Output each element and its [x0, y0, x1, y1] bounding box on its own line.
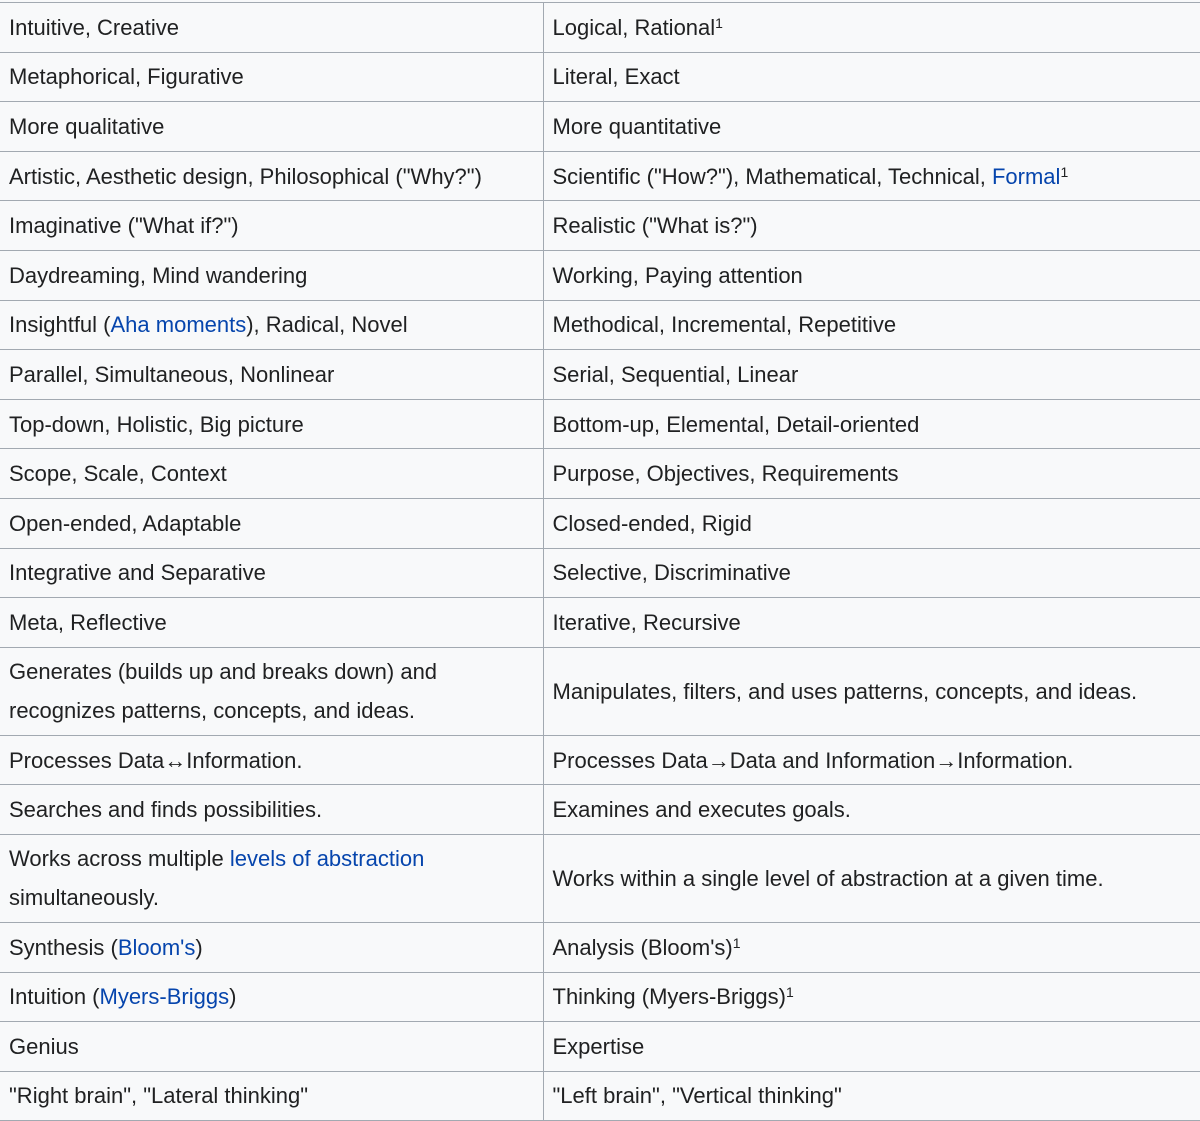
table-row [0, 151, 1200, 201]
cell-text: Iterative, Recursive [552, 609, 741, 635]
table-row [0, 102, 1200, 152]
table-cell-right [543, 201, 1200, 251]
table-cell-right [543, 972, 1200, 1022]
table-cell-left [0, 598, 543, 648]
table-cell-right [543, 3, 1200, 53]
table-cell-right [543, 785, 1200, 835]
cell-text: Scientific ("How?"), Mathematical, Technical, [552, 163, 992, 189]
table-cell-left [0, 3, 543, 53]
cell-text: Intuition ( [9, 984, 100, 1010]
table-cell-right [543, 598, 1200, 648]
table-cell-left [0, 1071, 543, 1121]
table-row [0, 449, 1200, 499]
cell-text: Works within a single level of abstraction at a given time. [552, 865, 1104, 891]
table-cell-right [543, 250, 1200, 300]
table-row [0, 1022, 1200, 1072]
table-cell-left [0, 449, 543, 499]
table-cell-left [0, 102, 543, 152]
table-cell-left [0, 548, 543, 598]
cell-text: Processes Data→Data and Information→Information. [552, 747, 1074, 773]
cell-text: Generates (builds up and breaks down) and recognizes patterns, concepts, and ideas. [9, 659, 438, 724]
table-row [0, 972, 1200, 1022]
table-row [0, 834, 1200, 922]
table-row [0, 3, 1200, 53]
cell-text: Closed-ended, Rigid [552, 510, 752, 536]
table-cell-left [0, 151, 543, 201]
table-cell-left [0, 735, 543, 785]
table-row [0, 548, 1200, 598]
table-cell-right [543, 498, 1200, 548]
cell-text: Genius [9, 1033, 79, 1059]
cell-text: Expertise [552, 1033, 645, 1059]
footnote-marker: 1 [786, 984, 794, 1001]
cell-text: More qualitative [9, 113, 165, 139]
table-row [0, 1071, 1200, 1121]
table-cell-left [0, 52, 543, 102]
table-cell-right [543, 834, 1200, 922]
comparison-table-body [0, 3, 1200, 1121]
table-row [0, 250, 1200, 300]
footnote-marker: 1 [1060, 163, 1069, 180]
wiki-link[interactable]: Aha moments [110, 312, 247, 338]
wiki-link[interactable]: levels of abstraction [229, 846, 425, 872]
table-row [0, 300, 1200, 350]
table-row [0, 399, 1200, 449]
table-cell-left [0, 834, 543, 922]
cell-text: ) [195, 934, 203, 960]
cell-text: Parallel, Simultaneous, Nonlinear [9, 361, 335, 387]
cell-text: Serial, Sequential, Linear [552, 361, 799, 387]
table-cell-left [0, 250, 543, 300]
cell-text: More quantitative [552, 113, 722, 139]
table-cell-right [543, 1071, 1200, 1121]
cell-text: Logical, Rational [552, 14, 716, 40]
cell-text: Scope, Scale, Context [9, 461, 227, 487]
cell-text: Realistic ("What is?") [552, 213, 758, 239]
table-cell-right [543, 52, 1200, 102]
table-cell-left [0, 350, 543, 400]
table-cell-right [543, 151, 1200, 201]
table-row [0, 498, 1200, 548]
table-cell-right [543, 548, 1200, 598]
table-row [0, 52, 1200, 102]
table-row [0, 735, 1200, 785]
table-row [0, 647, 1200, 735]
cell-text: simultaneously. [9, 885, 159, 911]
table-cell-right [543, 102, 1200, 152]
cell-text: Daydreaming, Mind wandering [9, 262, 308, 288]
cell-text: Top-down, Holistic, Big picture [9, 411, 304, 437]
table-row [0, 922, 1200, 972]
cell-text: Bottom-up, Elemental, Detail-oriented [552, 411, 920, 437]
cell-text: Integrative and Separative [9, 560, 266, 586]
table-cell-right [543, 449, 1200, 499]
wiki-link[interactable]: Bloom's [117, 934, 196, 960]
cell-text: Intuitive, Creative [9, 14, 179, 40]
cell-text: Working, Paying attention [552, 262, 803, 288]
cell-text: Methodical, Incremental, Repetitive [552, 312, 897, 338]
cell-text: Manipulates, filters, and uses patterns, concepts, and ideas. [552, 678, 1138, 704]
comparison-table [0, 2, 1200, 1121]
cell-text: Works across multiple [9, 846, 230, 872]
table-cell-left [0, 399, 543, 449]
cell-text: Synthesis ( [9, 934, 118, 960]
cell-text: Analysis (Bloom's) [552, 934, 733, 960]
cell-text: Open-ended, Adaptable [9, 510, 242, 536]
cell-text: Examines and executes goals. [552, 797, 851, 823]
cell-text: Searches and finds possibilities. [9, 797, 323, 823]
table-row [0, 201, 1200, 251]
table-cell-right [543, 735, 1200, 785]
table-cell-left [0, 922, 543, 972]
footnote-marker: 1 [732, 934, 741, 951]
table-cell-left [0, 1022, 543, 1072]
table-row [0, 350, 1200, 400]
footnote-marker: 1 [715, 14, 723, 31]
wiki-link[interactable]: Formal [991, 163, 1061, 189]
table-cell-left [0, 972, 543, 1022]
cell-text: Thinking (Myers-Briggs) [552, 984, 786, 1010]
cell-text: Imaginative ("What if?") [9, 213, 239, 239]
table-row [0, 785, 1200, 835]
table-cell-right [543, 647, 1200, 735]
cell-text: ) [229, 984, 237, 1010]
table-cell-left [0, 647, 543, 735]
cell-text: "Left brain", "Vertical thinking" [552, 1083, 842, 1109]
table-cell-left [0, 300, 543, 350]
cell-text: Literal, Exact [552, 64, 680, 90]
cell-text: Insightful ( [9, 312, 111, 338]
table-cell-right [543, 1022, 1200, 1072]
table-cell-right [543, 300, 1200, 350]
table-row [0, 598, 1200, 648]
cell-text: Processes Data↔Information. [9, 747, 303, 773]
cell-text: "Right brain", "Lateral thinking" [9, 1083, 309, 1109]
table-cell-left [0, 785, 543, 835]
cell-text: Artistic, Aesthetic design, Philosophical ("Why?") [9, 163, 482, 189]
cell-text: Metaphorical, Figurative [9, 64, 244, 90]
cell-text: Purpose, Objectives, Requirements [552, 461, 899, 487]
cell-text: ), Radical, Novel [246, 312, 408, 338]
table-cell-left [0, 201, 543, 251]
table-cell-right [543, 350, 1200, 400]
cell-text: Selective, Discriminative [552, 560, 791, 586]
table-cell-right [543, 399, 1200, 449]
table-cell-right [543, 922, 1200, 972]
table-cell-left [0, 498, 543, 548]
cell-text: Meta, Reflective [9, 609, 167, 635]
wiki-link[interactable]: Myers-Briggs [99, 984, 230, 1010]
